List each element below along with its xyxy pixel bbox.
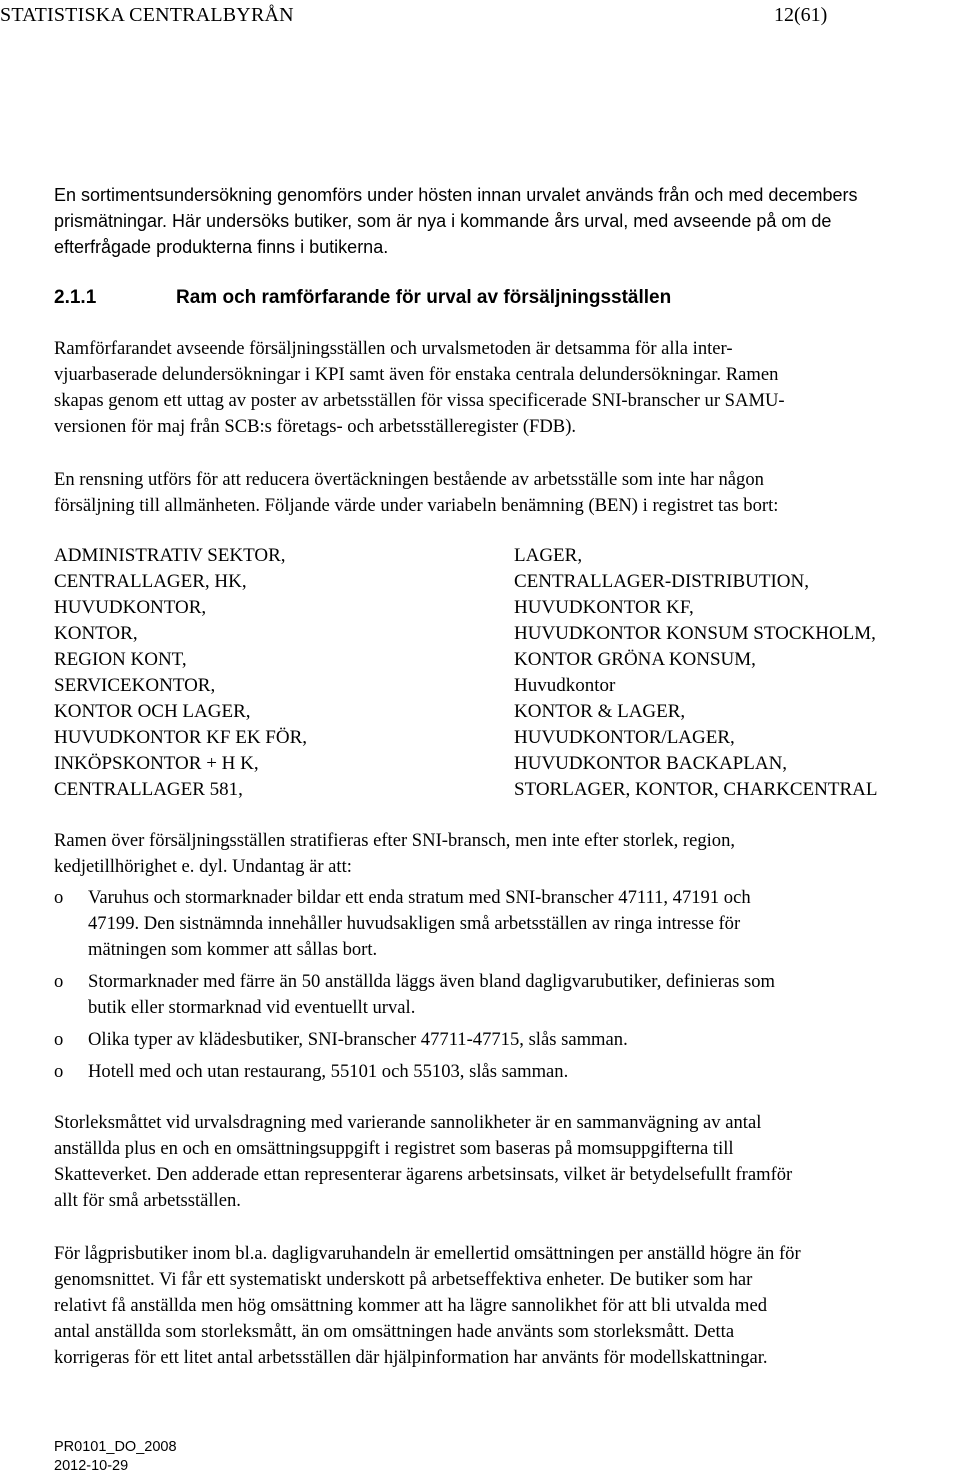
value-item: KONTOR, (54, 623, 138, 644)
value-item: CENTRALLAGER, HK, (54, 571, 247, 592)
value-item: INKÖPSKONTOR + H K, (54, 753, 259, 774)
paragraph-discount-stores (54, 1241, 958, 1371)
value-item: SERVICEKONTOR, (54, 675, 216, 696)
value-item: HUVUDKONTOR KF, (514, 597, 694, 618)
paragraph-stratification (54, 828, 958, 880)
text-line: antal anställda som storleksmått, än om omsättningen hade använts som storleksmått. Detta (54, 1321, 735, 1342)
page-footer (54, 1438, 177, 1476)
text-line: allt för små arbetsställen. (54, 1190, 241, 1211)
text-line: Varuhus och stormarknader bildar ett enda stratum med SNI-branscher 47111, 47191 och (88, 887, 751, 908)
value-item: HUVUDKONTOR, (54, 597, 207, 618)
text-line: genomsnittet. Vi får ett systematiskt underskott på arbetseffektiva enheter. De butiker som har (54, 1269, 753, 1290)
text-line: För lågprisbutiker inom bl.a. dagligvaruhandeln är emellertid omsättningen per anställd högre än för (54, 1243, 801, 1264)
text-line: Olika typer av klädesbutiker, SNI-branscher 47711-47715, slås samman. (88, 1029, 628, 1050)
section-heading (54, 287, 671, 309)
intro-paragraph (54, 182, 958, 260)
value-item: KONTOR GRÖNA KONSUM, (514, 649, 756, 670)
section-title: Ram och ramförfarande för urval av försäljningsställen (176, 287, 672, 308)
bullet-marker: o (54, 1061, 64, 1082)
text-line: skapas genom ett uttag av poster av arbetsställen för vissa specificerade SNI-branscher ur SAMU- (54, 390, 785, 411)
text-line: anställda plus en och en omsättningsuppgift i registret som baseras på momsuppgifterna till (54, 1138, 734, 1159)
value-item: Huvudkontor (514, 675, 616, 696)
text-line: vjuarbaserade delundersökningar i KPI samt även för enstaka centrala delundersökningar. Ramen (54, 364, 779, 385)
value-item: HUVUDKONTOR KF EK FÖR, (54, 727, 308, 748)
footer-date: 2012-10-29 (54, 1458, 129, 1474)
list-item (54, 1027, 958, 1053)
list-item (54, 885, 958, 963)
text-line: mätningen som kommer att sållas bort. (88, 939, 378, 960)
bullet-marker: o (54, 971, 64, 992)
text-line: 47199. Den sistnämnda innehåller huvudsakligen små arbetsställen av ringa intresse för (88, 913, 741, 934)
value-item: KONTOR & LAGER, (514, 701, 686, 722)
text-line: Ramförfarandet avseende försäljningsställen och urvalsmetoden är detsamma för alla inter- (54, 338, 733, 359)
text-line: relativt få anställda men hög omsättning kommer att ha lägre sannolikhet för att bli utvalda med (54, 1295, 768, 1316)
text-line: Hotell med och utan restaurang, 55101 och 55103, slås samman. (88, 1061, 569, 1082)
text-line: En rensning utförs för att reducera övertäckningen bestående av arbetsställe som inte har någon (54, 469, 764, 490)
value-item: STORLAGER, KONTOR, CHARKCENTRAL (514, 779, 878, 800)
text-line: Skatteverket. Den adderade ettan representerar ägarens arbetsinsats, vilket är betydelsefullt framför (54, 1164, 793, 1185)
text-line: korrigeras för ett litet antal arbetsställen där hjälpinformation har använts för modellskattningar. (54, 1347, 768, 1368)
text-line: Ramen över försäljningsställen stratifieras efter SNI-bransch, men inte efter storlek, region, (54, 830, 736, 851)
value-item: KONTOR OCH LAGER, (54, 701, 251, 722)
text-line: prismätningar. Här undersöks butiker, som är nya i kommande års urval, med avseende på om de (54, 211, 832, 231)
value-item: CENTRALLAGER-DISTRIBUTION, (514, 571, 810, 592)
footer-document-id: PR0101_DO_2008 (54, 1439, 177, 1455)
paragraph-frame-procedure (54, 336, 958, 440)
value-item: REGION KONT, (54, 649, 187, 670)
list-item (54, 1059, 958, 1085)
text-line: Stormarknader med färre än 50 anställda läggs även bland dagligvarubutiker, definieras som (88, 971, 775, 992)
removed-values-left-column (54, 543, 307, 803)
paragraph-size-measure (54, 1110, 958, 1214)
paragraph-cleaning (54, 467, 958, 519)
value-item: HUVUDKONTOR KONSUM STOCKHOLM, (514, 623, 876, 644)
bullet-marker: o (54, 887, 64, 908)
list-item (54, 969, 958, 1021)
text-line: kedjetillhörighet e. dyl. Undantag är att: (54, 856, 352, 877)
value-item: LAGER, (514, 545, 583, 566)
value-item: CENTRALLAGER 581, (54, 779, 243, 800)
header-organization: STATISTISKA CENTRALBYRÅN (0, 4, 294, 26)
exceptions-list (54, 885, 958, 1085)
value-item: ADMINISTRATIV SEKTOR, (54, 545, 286, 566)
text-line: butik eller stormarknad vid eventuellt urval. (88, 997, 416, 1018)
header-page-number: 12(61) (774, 4, 828, 26)
section-number: 2.1.1 (54, 287, 97, 308)
text-line: Storleksmåttet vid urvalsdragning med varierande sannolikheter är en sammanvägning av antal (54, 1112, 762, 1133)
value-item: HUVUDKONTOR BACKAPLAN, (514, 753, 788, 774)
text-line: försäljning till allmänheten. Följande värde under variabeln benämning (BEN) i registret tas bort: (54, 495, 779, 516)
text-line: efterfrågade produkterna finns i butikerna. (54, 237, 389, 257)
text-line: versionen för maj från SCB:s företags- och arbetsställeregister (FDB). (54, 416, 577, 437)
value-item: HUVUDKONTOR/LAGER, (514, 727, 735, 748)
bullet-marker: o (54, 1029, 64, 1050)
removed-values-right-column (514, 543, 878, 803)
text-line: En sortimentsundersökning genomförs under hösten innan urvalet används från och med decembers (54, 185, 858, 205)
